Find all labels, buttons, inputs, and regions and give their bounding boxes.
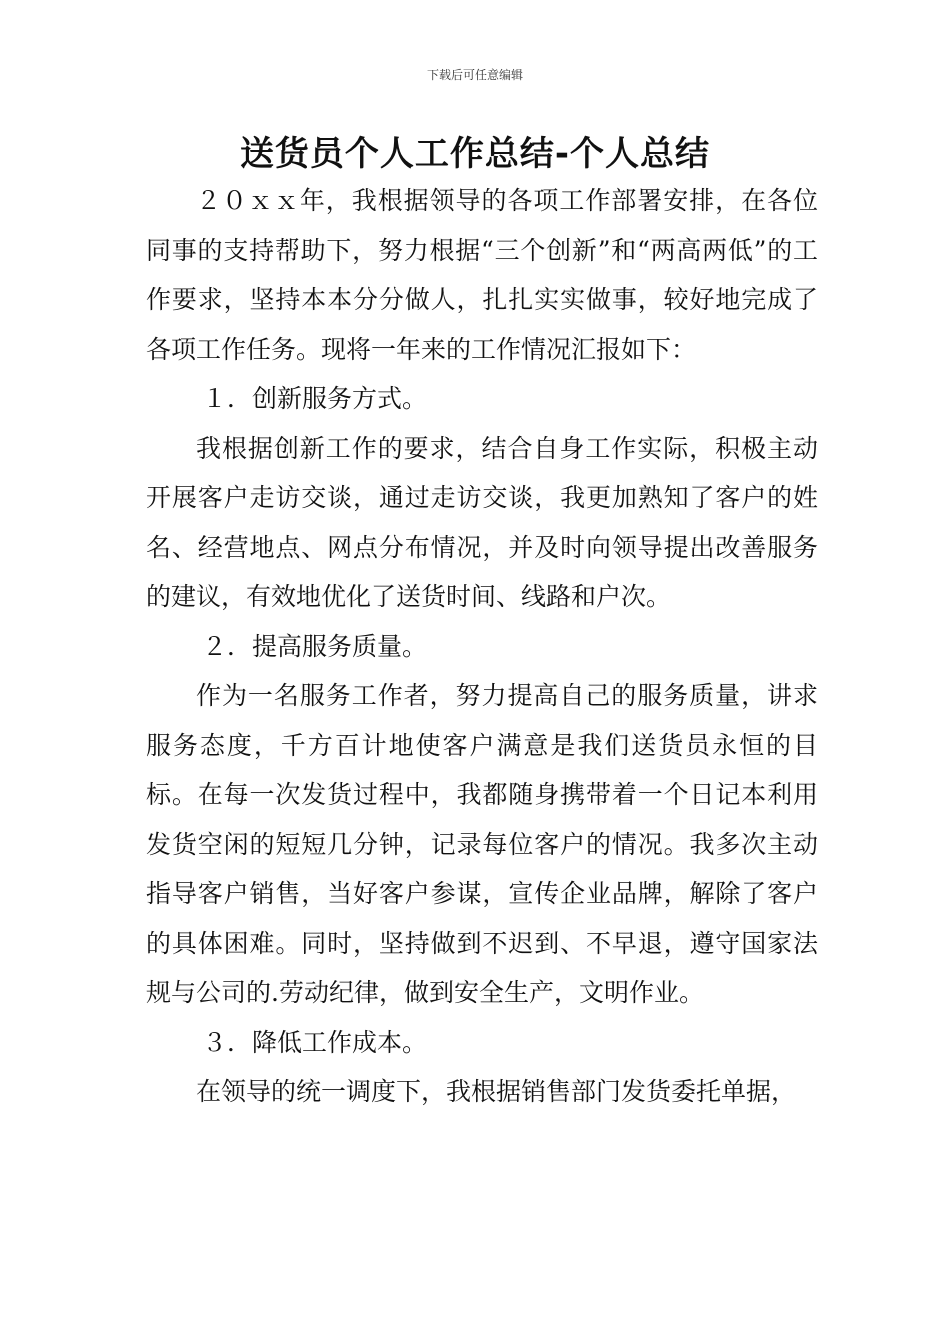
paragraph-section-3: 在领导的统一调度下，我根据销售部门发货委托单据， [196,1077,797,1106]
paragraph-intro: ２０ｘｘ年，我根据领导的各项工作部署安排，在各位同事的支持帮助下，努力根据“三个创新”和“两高两低”的工作要求，坚持本本分分做人，扎扎实实做事，较好地完成了各项工作任务。现将一年来的工作情况汇报如下： [146,186,818,364]
paragraph-section-2: 作为一名服务工作者，努力提高自己的服务质量，讲求服务态度，千方百计地使客户满意是我们送货员永恒的目标。在每一次发货过程中，我都随身携带着一个日记本利用发货空闲的短短几分钟，记录每位客户的情况。我多次主动指导客户销售，当好客户参谋，宣传企业品牌，解除了客户的具体困难。同时，坚持做到不迟到、不早退，遵守国家法规与公司的.劳动纪律，做到安全生产，文明作业。 [146,681,818,1007]
section-heading-3: ３．降低工作成本。 [202,1027,428,1057]
paragraph-section-1: 我根据创新工作的要求，结合自身工作实际，积极主动开展客户走访交谈，通过走访交谈，我更加熟知了客户的姓名、经营地点、网点分布情况，并及时向领导提出改善服务的建议，有效地优化了送货时间、线路和户次。 [146,433,818,611]
section-heading-2: ２．提高服务质量。 [202,631,428,661]
header-note: 下载后可任意编辑 [426,68,523,82]
document-body [146,176,818,1117]
section-heading-1: １．创新服务方式。 [202,384,428,413]
document-title: 送货员个人工作总结-个人总结 [239,134,711,174]
